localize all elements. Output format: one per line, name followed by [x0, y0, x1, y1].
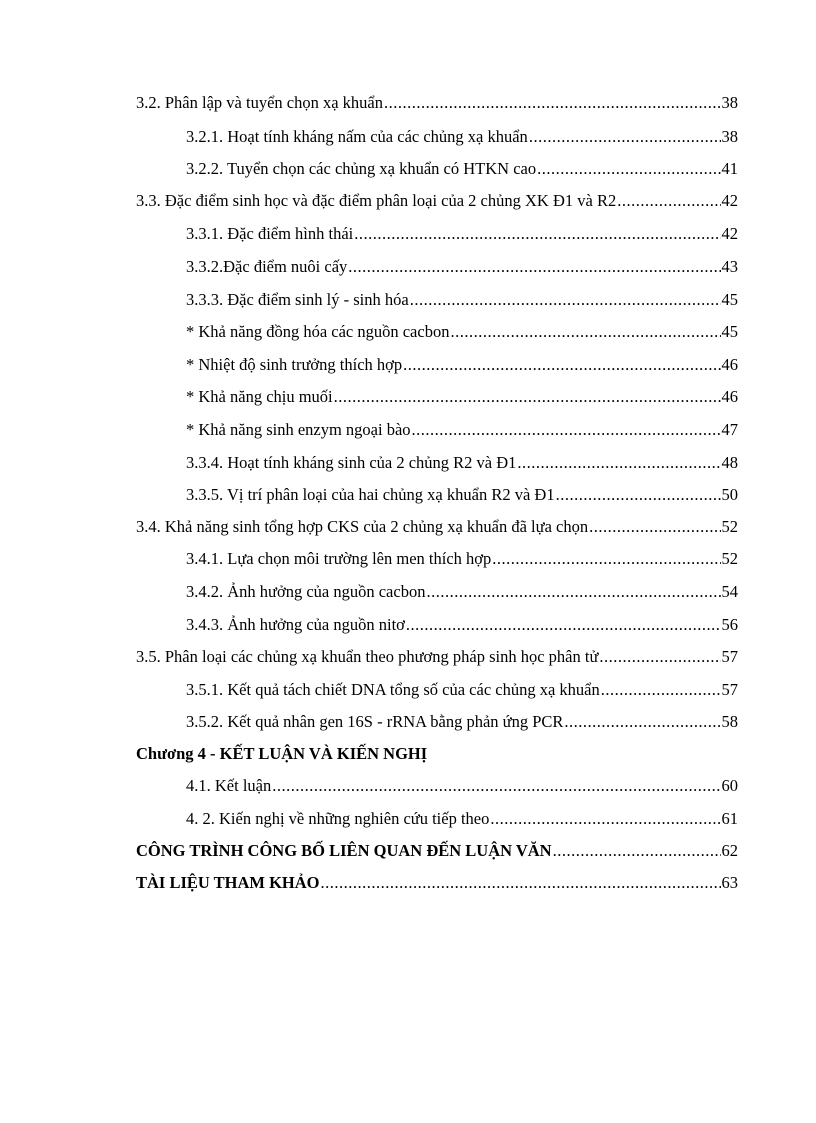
toc-entry-title: 3.3. Đặc điểm sinh học và đặc điểm phân loại của 2 chủng XK Đ1 và R2: [136, 191, 617, 210]
dot-leader: [426, 579, 720, 605]
toc-entry-title: * Nhiệt độ sinh trưởng thích hợp: [186, 355, 403, 374]
dot-leader: [553, 838, 721, 864]
toc-entry-references: [136, 870, 738, 896]
toc-entry-title: 3.4.1. Lựa chọn môi trường lên men thích hợp: [186, 549, 492, 568]
toc-entry-page: 45: [721, 290, 738, 309]
toc-entry-title: 3.4.2. Ảnh hưởng của nguồn cacbon: [186, 582, 426, 601]
dot-leader: [406, 612, 721, 638]
toc-entry-salt-tolerance: [186, 384, 738, 410]
toc-entry-title: 3.4. Khả năng sinh tổng hợp CKS của 2 chủng xạ khuẩn đã lựa chọn: [136, 517, 589, 536]
toc-entry-title: 4. 2. Kiến nghị về những nghiên cứu tiếp theo: [186, 809, 490, 828]
toc-entry-title: 3.5.1. Kết quả tách chiết DNA tổng số của các chủng xạ khuẩn: [186, 680, 600, 699]
dot-leader: [321, 870, 721, 896]
dot-leader: [537, 156, 720, 182]
toc-entry-title: * Khả năng đồng hóa các nguồn cacbon: [186, 322, 450, 341]
toc-entry-3-5: [136, 644, 738, 670]
toc-entry-3-3-3: [186, 287, 738, 313]
toc-entry-page: 42: [721, 191, 738, 210]
toc-entry-page: 61: [721, 809, 738, 828]
toc-entry-page: 50: [721, 485, 738, 504]
toc-entry-page: 47: [721, 420, 738, 439]
toc-chapter-4-heading: [136, 741, 738, 767]
dot-leader: [589, 514, 720, 540]
toc-entry-page: 42: [721, 224, 738, 243]
toc-entry-title: 3.3.1. Đặc điểm hình thái: [186, 224, 354, 243]
toc-entry-3-3-5: [186, 482, 738, 508]
toc-entry-page: 45: [721, 322, 738, 341]
toc-entry-page: 46: [721, 387, 738, 406]
toc-entry-page: 58: [721, 712, 738, 731]
toc-entry-3-4-3: [186, 612, 738, 638]
dot-leader: [412, 417, 721, 443]
toc-entry-publications: [136, 838, 738, 864]
dot-leader: [334, 384, 721, 410]
toc-entry-page: 48: [721, 453, 738, 472]
toc-entry-title: 3.3.5. Vị trí phân loại của hai chủng xạ khuẩn R2 và Đ1: [186, 485, 555, 504]
toc-entry-title: * Khả năng chịu muối: [186, 387, 333, 406]
toc-entry-title: 3.4.3. Ảnh hưởng của nguồn nitơ: [186, 615, 405, 634]
toc-entry-page: 54: [721, 582, 738, 601]
toc-entry-extracellular-enzyme: [186, 417, 738, 443]
toc-entry-title: 3.3.4. Hoạt tính kháng sinh của 2 chủng R2 và Đ1: [186, 453, 517, 472]
toc-entry-3-2: [136, 90, 738, 116]
toc-entry-3-4: [136, 514, 738, 540]
dot-leader: [556, 482, 721, 508]
toc-entry-3-2-2: [186, 156, 738, 182]
toc-entry-3-5-2: [186, 709, 738, 735]
dot-leader: [348, 254, 720, 280]
toc-entry-3-3-2: [186, 254, 738, 280]
toc-entry-title: TÀI LIỆU THAM KHẢO: [136, 873, 320, 892]
toc-entry-3-4-1: [186, 546, 738, 572]
dot-leader: [599, 644, 720, 670]
dot-leader: [272, 773, 720, 799]
toc-entry-title: 3.3.3. Đặc điểm sinh lý - sinh hóa: [186, 290, 409, 309]
toc-entry-3-2-1: [186, 124, 738, 150]
dot-leader: [617, 188, 720, 214]
toc-entry-page: 52: [721, 549, 738, 568]
toc-entry-3-3-4: [186, 450, 738, 476]
toc-entry-growth-temperature: [186, 352, 738, 378]
toc-entry-page: 60: [721, 776, 738, 795]
toc-entry-page: 56: [721, 615, 738, 634]
toc-entry-page: 38: [721, 93, 738, 112]
toc-entry-title: 3.3.2.Đặc điểm nuôi cấy: [186, 257, 348, 276]
toc-entry-3-3: [136, 188, 738, 214]
toc-entry-page: 43: [721, 257, 738, 276]
toc-entry-title: 3.5.2. Kết quả nhân gen 16S - rRNA bằng phản ứng PCR: [186, 712, 564, 731]
toc-entry-carbon-assimilation: [186, 319, 738, 345]
toc-entry-page: 62: [721, 841, 738, 860]
toc-entry-page: 46: [721, 355, 738, 374]
dot-leader: [517, 450, 720, 476]
dot-leader: [410, 287, 721, 313]
toc-entry-title: 3.2.1. Hoạt tính kháng nấm của các chủng xạ khuẩn: [186, 127, 528, 146]
toc-entry-title: 3.2.2. Tuyển chọn các chủng xạ khuẩn có HTKN cao: [186, 159, 537, 178]
dot-leader: [492, 546, 720, 572]
toc-entry-page: 57: [721, 680, 738, 699]
toc-entry-page: 63: [721, 873, 738, 892]
toc-entry-3-3-1: [186, 221, 738, 247]
toc-entry-4-2: [186, 806, 738, 832]
toc-entry-3-4-2: [186, 579, 738, 605]
toc-entry-page: 38: [721, 127, 738, 146]
toc-entry-3-5-1: [186, 677, 738, 703]
toc-entry-page: 52: [721, 517, 738, 536]
toc-entry-title: 3.2. Phân lập và tuyển chọn xạ khuẩn: [136, 93, 383, 112]
dot-leader: [490, 806, 720, 832]
dot-leader: [403, 352, 720, 378]
toc-entry-title: CÔNG TRÌNH CÔNG BỐ LIÊN QUAN ĐẾN LUẬN VĂN: [136, 841, 552, 860]
toc-entry-title: Chương 4 - KẾT LUẬN VÀ KIẾN NGHỊ: [136, 744, 428, 763]
toc-entry-4-1: [186, 773, 738, 799]
toc-entry-page: 57: [721, 647, 738, 666]
toc-entry-title: * Khả năng sinh enzym ngoại bào: [186, 420, 411, 439]
dot-leader: [354, 221, 720, 247]
dot-leader: [384, 90, 721, 116]
dot-leader: [529, 124, 721, 150]
toc-entry-page: 41: [721, 159, 738, 178]
dot-leader: [564, 709, 720, 735]
dot-leader: [601, 677, 721, 703]
toc-entry-title: 3.5. Phân loại các chủng xạ khuẩn theo phương pháp sinh học phân tử: [136, 647, 599, 666]
dot-leader: [450, 319, 720, 345]
toc-entry-title: 4.1. Kết luận: [186, 776, 272, 795]
